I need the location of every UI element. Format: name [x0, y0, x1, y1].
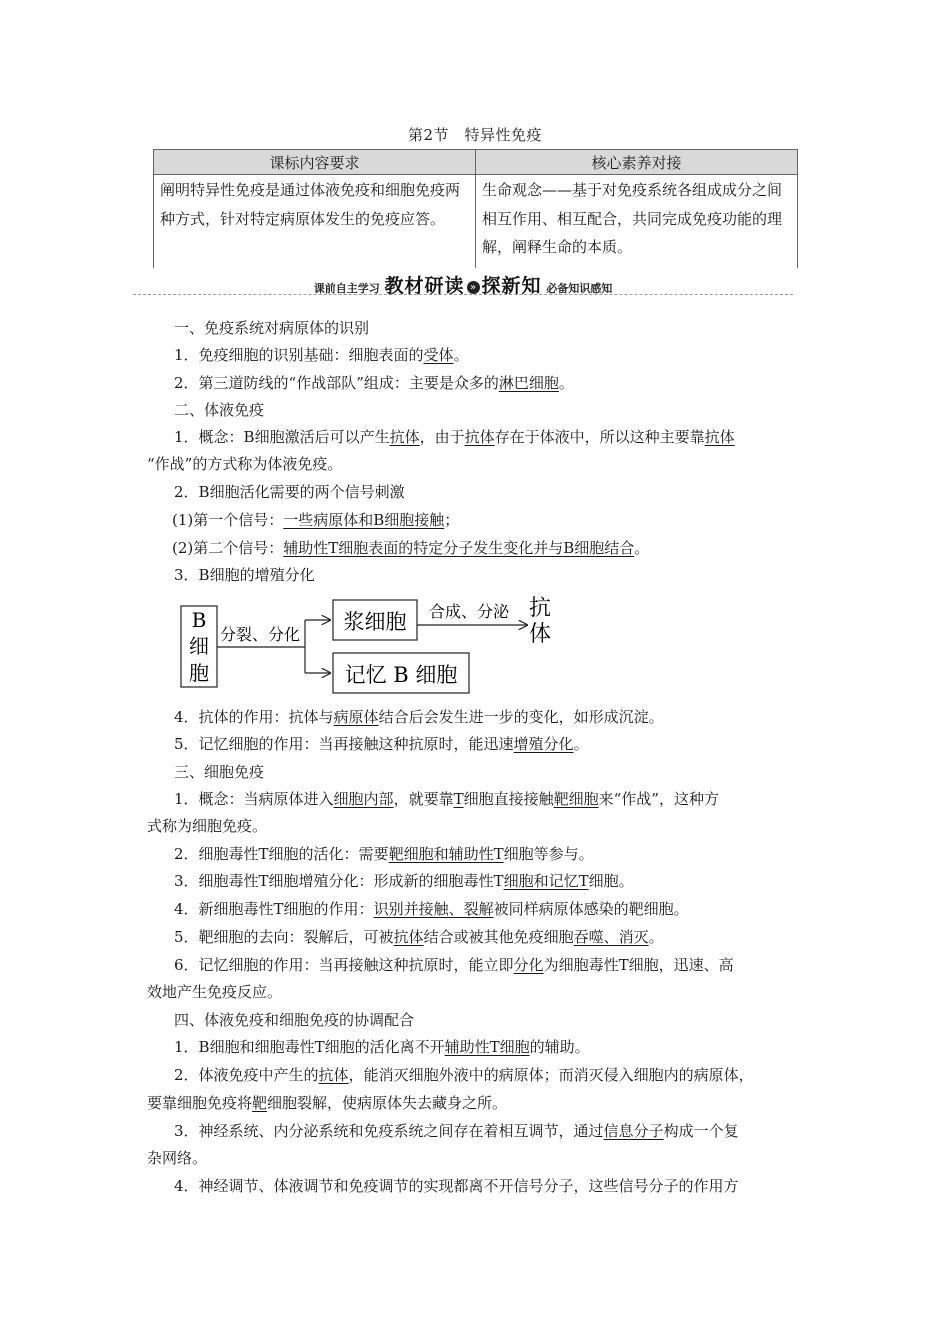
text-line [174, 898, 689, 919]
answer-blank: 细胞和记忆T [503, 872, 589, 890]
text-segment: 构成一个复 [663, 1122, 739, 1140]
b-cell-label: B [191, 608, 207, 632]
text-line [174, 1175, 739, 1196]
banner-left: 课前自主学习 [313, 282, 380, 295]
text-segment: (1)第一个信号： [172, 511, 284, 529]
text-line [174, 926, 664, 947]
answer-blank: 识别并接触、裂解 [373, 900, 494, 918]
text-segment: 被同样病原体感染的靶细胞。 [493, 900, 689, 918]
text-segment: 细胞。 [588, 872, 634, 890]
text-line [147, 981, 282, 1002]
text-segment: ，就要靠 [393, 790, 454, 808]
text-segment: 。 [453, 346, 469, 364]
text-segment: 要靠细胞免疫将 [147, 1094, 253, 1112]
text-line [174, 954, 734, 975]
text-line [147, 453, 342, 474]
text-line [147, 1147, 207, 1168]
text-segment: 来“作战”，这种方 [598, 790, 719, 808]
text-line [172, 509, 459, 530]
text-segment: 6．记忆细胞的作用：当再接触这种抗原时，能立即 [174, 956, 514, 974]
text-segment: 。 [558, 374, 574, 392]
section-title: 第2节 特异性免疫 [407, 126, 543, 144]
text-segment: 三、细胞免疫 [174, 763, 265, 781]
answer-blank: 淋巴细胞 [498, 374, 559, 392]
text-segment: 1．B细胞和细胞毒性T细胞的活化离不开 [174, 1038, 445, 1056]
text-line [174, 733, 589, 754]
text-segment: 结合后会发生进一步的变化，如形成沉淀。 [378, 708, 664, 726]
answer-blank: 抗体 [318, 1066, 349, 1084]
answer-blank: 受体 [423, 346, 454, 364]
answer-blank: 抗体 [464, 428, 495, 446]
text-line [174, 761, 264, 782]
text-line [174, 481, 405, 502]
text-segment: 4．新细胞毒性T细胞的作用： [174, 900, 374, 918]
text-segment: 4．神经调节、体液调节和免疫调节的实现都离不开信号分子，这些信号分子的作用方 [174, 1177, 739, 1195]
answer-blank: 辅助性T细胞 [444, 1038, 530, 1056]
text-line [174, 843, 594, 864]
text-segment: “作战”的方式称为体液免疫。 [147, 455, 343, 473]
text-segment: 效地产生免疫反应。 [147, 983, 283, 1001]
table-header: 核心素养对接 [476, 150, 798, 175]
text-line [174, 1009, 414, 1030]
section-banner [133, 270, 793, 298]
text-line [174, 706, 664, 727]
answer-blank: 吞噬、消灭 [573, 928, 649, 946]
answer-blank: 靶 [252, 1094, 268, 1112]
text-segment: ，由于 [419, 428, 465, 446]
banner-main-a: 教材研读 [384, 275, 465, 297]
text-segment: 3．细胞毒性T细胞增殖分化：形成新的细胞毒性T [174, 872, 504, 890]
answer-blank: 靶细胞和辅助性T [388, 845, 504, 863]
text-segment: 一、免疫系统对病原体的识别 [174, 319, 370, 337]
text-segment: 2．第三道防线的“作战部队”组成：主要是众多的 [174, 374, 499, 392]
text-segment: 3．B细胞的增殖分化 [174, 566, 315, 584]
text-segment: 。 [648, 928, 664, 946]
answer-blank: 抗体 [704, 428, 735, 446]
text-segment: (2)第二个信号： [172, 539, 284, 557]
b-cell-label: 胞 [189, 661, 209, 685]
text-segment: 2．细胞毒性T细胞的活化：需要 [174, 845, 389, 863]
answer-blank: 抗体 [393, 928, 424, 946]
answer-blank: 信息分子 [603, 1122, 664, 1140]
text-line [174, 426, 735, 447]
text-segment: 2．B细胞活化需要的两个信号刺激 [174, 483, 405, 501]
text-segment: 细胞裂解，使病原体失去藏身之所。 [267, 1094, 508, 1112]
requirements-table [153, 149, 798, 268]
text-line [147, 815, 267, 836]
text-segment: 2．体液免疫中产生的 [174, 1066, 319, 1084]
text-segment: 二、体液免疫 [174, 401, 265, 419]
text-segment: 细胞等参与。 [503, 845, 594, 863]
text-segment: 1．概念：B细胞激活后可以产生 [174, 428, 390, 446]
answer-blank: 一些病原体和B细胞接触 [283, 511, 445, 529]
antibody-label: 抗 [528, 596, 552, 621]
text-line [174, 317, 369, 338]
memory-cell-label: 记忆 B 细胞 [344, 663, 458, 687]
answer-blank: 分化 [513, 956, 544, 974]
b-cell-diagram [180, 595, 580, 695]
text-line [172, 537, 649, 558]
text-line [174, 344, 469, 365]
text-segment: 式称为细胞免疫。 [147, 817, 268, 835]
split-label: 分裂、分化 [220, 625, 301, 644]
answer-blank: T [453, 790, 464, 808]
antibody-label: 体 [528, 622, 552, 647]
banner-arrow-icon: » [467, 281, 480, 294]
text-segment: 。 [573, 735, 589, 753]
text-segment: 四、体液免疫和细胞免疫的协调配合 [174, 1011, 415, 1029]
answer-blank: 抗体 [389, 428, 420, 446]
text-segment: 的辅助。 [529, 1038, 590, 1056]
text-segment: ，能消灭细胞外液中的病原体；而消灭侵入细胞内的病原体， [348, 1066, 754, 1084]
answer-blank: 增殖分化 [513, 735, 574, 753]
table-header: 课标内容要求 [154, 150, 476, 175]
text-line [174, 399, 264, 420]
text-line [174, 564, 315, 585]
answer-blank: 靶细胞 [553, 790, 599, 808]
text-segment: 细胞直接接触 [463, 790, 554, 808]
synth-label: 合成、分泌 [429, 602, 510, 621]
text-segment: ； [444, 511, 460, 529]
answer-blank: 病原体 [333, 708, 379, 726]
banner-main-b: 探新知 [481, 275, 542, 297]
banner-right: 必备知识感知 [546, 282, 613, 295]
text-line [174, 788, 719, 809]
text-segment: 1．免疫细胞的识别基础：细胞表面的 [174, 346, 424, 364]
table-cell: 生命观念——基于对免疫系统各组成成分之间相互作用、相互配合，共同完成免疫功能的理解，阐释生命的本质。 [476, 175, 798, 268]
text-segment: 为细胞毒性T细胞，迅速、高 [543, 956, 734, 974]
text-segment: 存在于体液中，所以这种主要靠 [494, 428, 705, 446]
table-cell: 阐明特异性免疫是通过体液免疫和细胞免疫两种方式，针对特定病原体发生的免疫应答。 [154, 175, 476, 268]
text-segment: 3．神经系统、内分泌系统和免疫系统之间存在着相互调节，通过 [174, 1122, 604, 1140]
answer-blank: 细胞内部 [333, 790, 394, 808]
text-segment: 5．记忆细胞的作用：当再接触这种抗原时，能迅速 [174, 735, 514, 753]
plasma-cell-label: 浆细胞 [343, 610, 407, 634]
text-line [174, 1120, 739, 1141]
b-cell-label: 细 [189, 634, 209, 658]
answer-blank: 辅助性T细胞表面的特定分子发生变化并与B细胞结合 [283, 539, 635, 557]
text-line [174, 1036, 590, 1057]
text-line [174, 870, 634, 891]
text-segment: 杂网络。 [147, 1149, 208, 1167]
text-segment: 4．抗体的作用：抗体与 [174, 708, 334, 726]
text-segment: 5．靶细胞的去向：裂解后，可被 [174, 928, 394, 946]
text-segment: 结合或被其他免疫细胞 [423, 928, 574, 946]
text-line [174, 1064, 754, 1085]
text-segment: 1．概念：当病原体进入 [174, 790, 334, 808]
text-segment: 。 [634, 539, 650, 557]
text-line [147, 1092, 507, 1113]
text-line [174, 372, 574, 393]
